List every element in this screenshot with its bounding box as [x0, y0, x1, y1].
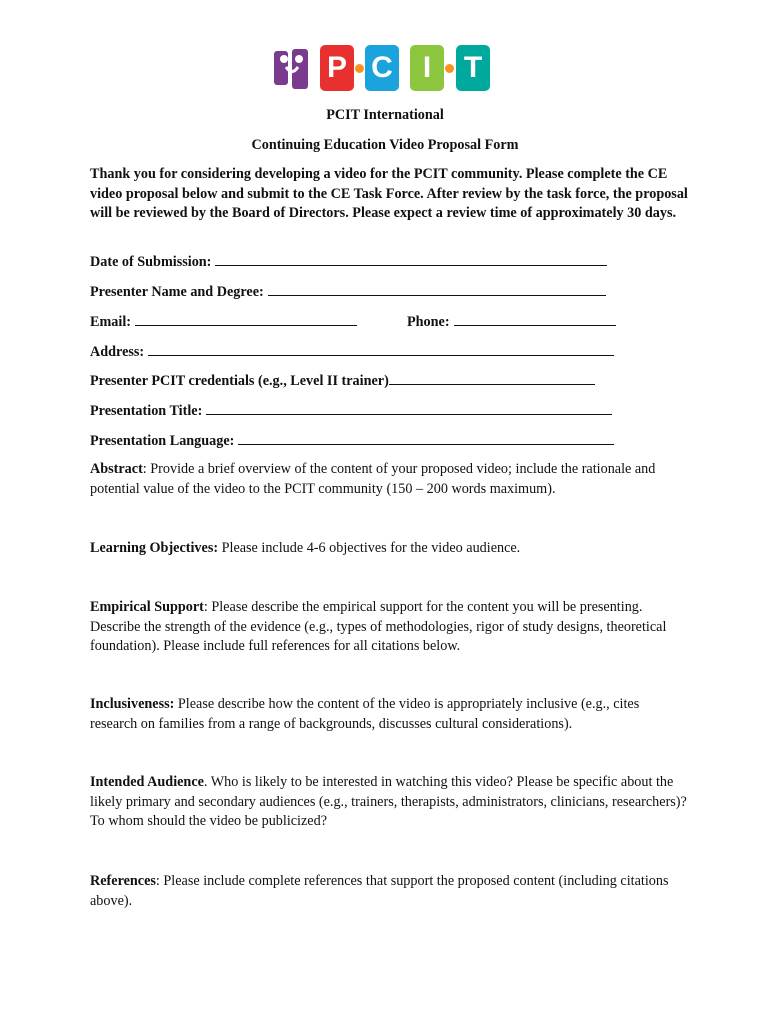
logo-letter-i: I [410, 45, 444, 91]
abstract-text: : Provide a brief overview of the content of your proposed video; include the rationale and potential value of the video to the PCIT community (150 – 200 words maximum). [90, 461, 656, 497]
logo-letter-t: T [456, 45, 490, 91]
credentials-input-line[interactable] [389, 372, 595, 385]
empirical-support-label: Empirical Support [90, 599, 204, 615]
logo-dot-orange-2 [445, 64, 454, 73]
presentation-title-input-line[interactable] [206, 402, 612, 415]
intended-audience-text: . Who is likely to be interested in watching this video? Please be specific about the likely primary and secondary audiences (e.g., trainers, therapists, administrators, clinicians, researchers)? To whom should the video be publicized? [90, 774, 687, 830]
learning-objectives-section [90, 539, 690, 559]
references-text: : Please include complete references that support the proposed content (including citations above). [90, 873, 669, 909]
intended-audience-section [90, 773, 690, 832]
empirical-support-text: : Please describe the empirical support for the content you will be presenting. Describe the strength of the evidence (e.g., types of methodologies, rigor of study designs, theoretical foundation). Please include full references for all citations below. [90, 599, 667, 655]
intended-audience-label: Intended Audience [90, 774, 204, 790]
date-of-submission-label: Date of Submission: [90, 254, 212, 270]
presenter-name-field [90, 283, 606, 301]
presenter-name-input-line[interactable] [268, 283, 606, 296]
credentials-label: Presenter PCIT credentials (e.g., Level II trainer) [90, 373, 389, 389]
address-field [90, 343, 614, 361]
phone-label: Phone: [407, 314, 450, 330]
inclusiveness-section [90, 695, 690, 734]
presentation-language-input-line[interactable] [238, 432, 614, 445]
references-label: References [90, 873, 156, 889]
presentation-language-field [90, 432, 614, 450]
logo-dot-orange [355, 64, 364, 73]
presentation-title-label: Presentation Title: [90, 403, 203, 419]
email-field [90, 313, 357, 331]
references-section [90, 872, 690, 911]
abstract-label: Abstract [90, 461, 143, 477]
pcit-logo [272, 45, 500, 93]
address-label: Address: [90, 344, 145, 360]
logo-letter-p: P [320, 45, 354, 91]
form-title: Continuing Education Video Proposal Form [251, 137, 519, 153]
learning-objectives-text: Please include 4-6 objectives for the video audience. [218, 540, 521, 556]
presentation-language-label: Presentation Language: [90, 433, 235, 449]
address-input-line[interactable] [148, 343, 614, 356]
logo-letter-c: C [365, 45, 399, 91]
email-label: Email: [90, 314, 131, 330]
date-of-submission-field [90, 253, 607, 271]
abstract-section [90, 460, 690, 499]
email-input-line[interactable] [135, 313, 357, 326]
organization-name: PCIT International [326, 107, 444, 123]
date-of-submission-input-line[interactable] [215, 253, 607, 266]
phone-field [407, 313, 616, 331]
intro-paragraph: Thank you for considering developing a video for the PCIT community. Please complete the CE video proposal below and submit to the CE Task Force. After review by the task force, the proposal will be reviewed by the Board of Directors. Please expect a review time of approximately 30 days. [90, 166, 688, 222]
empirical-support-section [90, 598, 690, 657]
inclusiveness-text: Please describe how the content of the video is appropriately inclusive (e.g., cites research on families from a range of backgrounds, discusses cultural considerations). [90, 696, 640, 732]
credentials-field [90, 372, 595, 390]
inclusiveness-label: Inclusiveness: [90, 696, 175, 712]
presentation-title-field [90, 402, 612, 420]
presenter-name-label: Presenter Name and Degree: [90, 284, 264, 300]
learning-objectives-label: Learning Objectives: [90, 540, 219, 556]
pcit-logo-mark [272, 47, 312, 91]
phone-input-line[interactable] [454, 313, 616, 326]
